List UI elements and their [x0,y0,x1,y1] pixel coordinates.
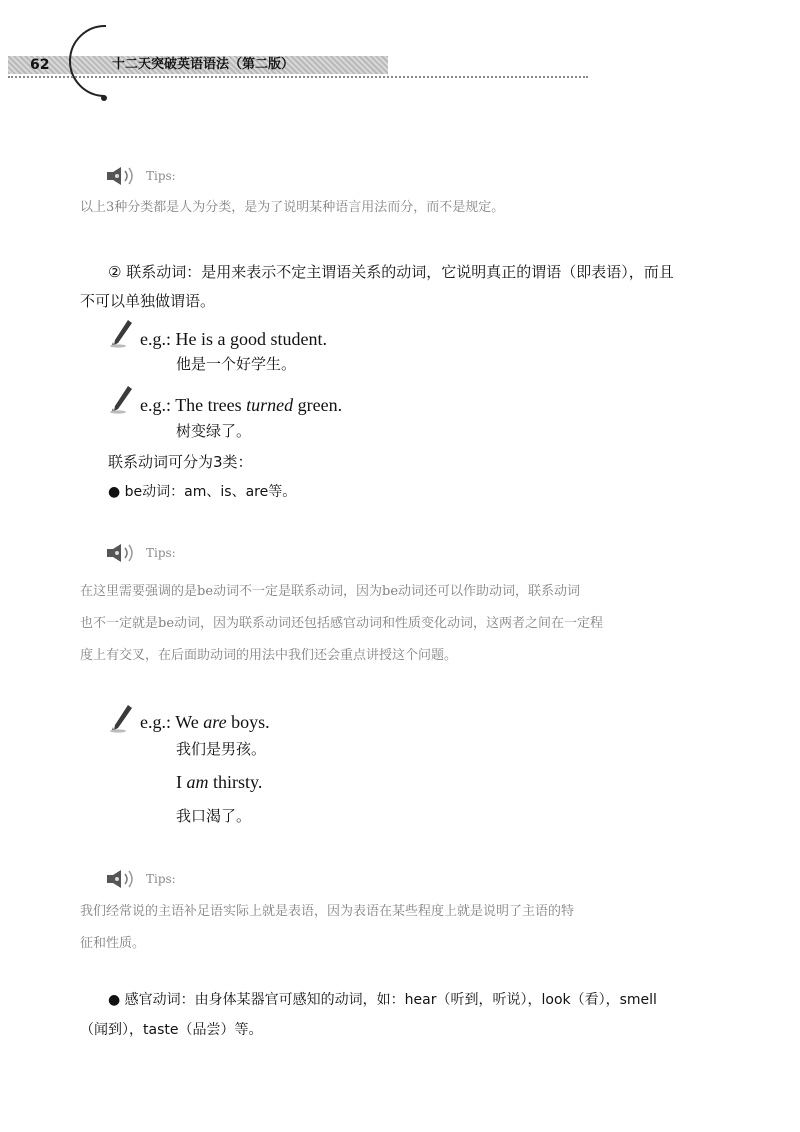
pencil-icon [108,384,134,414]
tips-line: 度上有交叉，在后面助动词的用法中我们还会重点讲授这个问题。 [80,648,458,663]
page-number: 62 [30,57,50,73]
speaker-icon [104,868,142,890]
example-chinese: 树变绿了。 [176,422,252,440]
tips-heading [104,542,176,564]
bullet-dot: ● [108,992,121,1008]
bullet-dot: ● [108,484,121,500]
tips-label: Tips: [146,169,176,183]
example-english: e.g.: We are boys. [140,712,270,732]
speaker-icon [104,542,142,564]
tips-body [80,192,754,224]
be-verb-item: ● be动词：am、is、are等。 [108,484,297,500]
tips-line: 我们经常说的主语补足语实际上就是表语，因为表语在某些程度上就是说明了主语的特 [80,904,575,919]
pencil-icon [108,318,134,348]
header-divider [8,76,588,78]
example-english: e.g.: He is a good student. [140,329,327,349]
tips-label: Tips: [146,872,176,886]
tips-line: 在这里需要强调的是be动词不一定是联系动词，因为be动词还可以作助动词，联系动词 [80,584,581,599]
sense-verb-item-cont: （闻到），taste（品尝）等。 [80,1022,263,1038]
book-title: 十二天突破英语语法（第二版） [112,57,295,72]
pencil-icon [108,703,134,733]
example-chinese: 他是一个好学生。 [176,355,297,373]
section-line: ② 联系动词：是用来表示不定主谓语关系的动词，它说明真正的谓语（即表语），而且 [108,263,674,281]
tips-heading [104,868,176,890]
example-chinese: 我口渴了。 [176,807,252,825]
tips-body [80,576,754,672]
tips-line: 也不一定就是be动词，因为联系动词还包括感官动词和性质变化动词，这两者之间在一定程 [80,616,604,631]
tips-line: 征和性质。 [80,936,146,951]
section-line: 不可以单独做谓语。 [80,292,216,310]
tips-body [80,896,754,960]
tips-line: 以上3种分类都是人为分类，是为了说明某种语言用法而分，而不是规定。 [80,200,505,215]
tips-heading [104,165,176,187]
example-english: I am thirsty. [176,772,263,792]
example-chinese: 我们是男孩。 [176,740,267,758]
tips-label: Tips: [146,546,176,560]
speaker-icon [104,165,142,187]
classification-intro: 联系动词可分为3类： [108,453,253,471]
sense-verb-item: ● 感官动词：由身体某器官可感知的动词，如：hear（听到，听说），look（看），smell [108,992,657,1008]
example-english: e.g.: The trees turned green. [140,395,343,415]
